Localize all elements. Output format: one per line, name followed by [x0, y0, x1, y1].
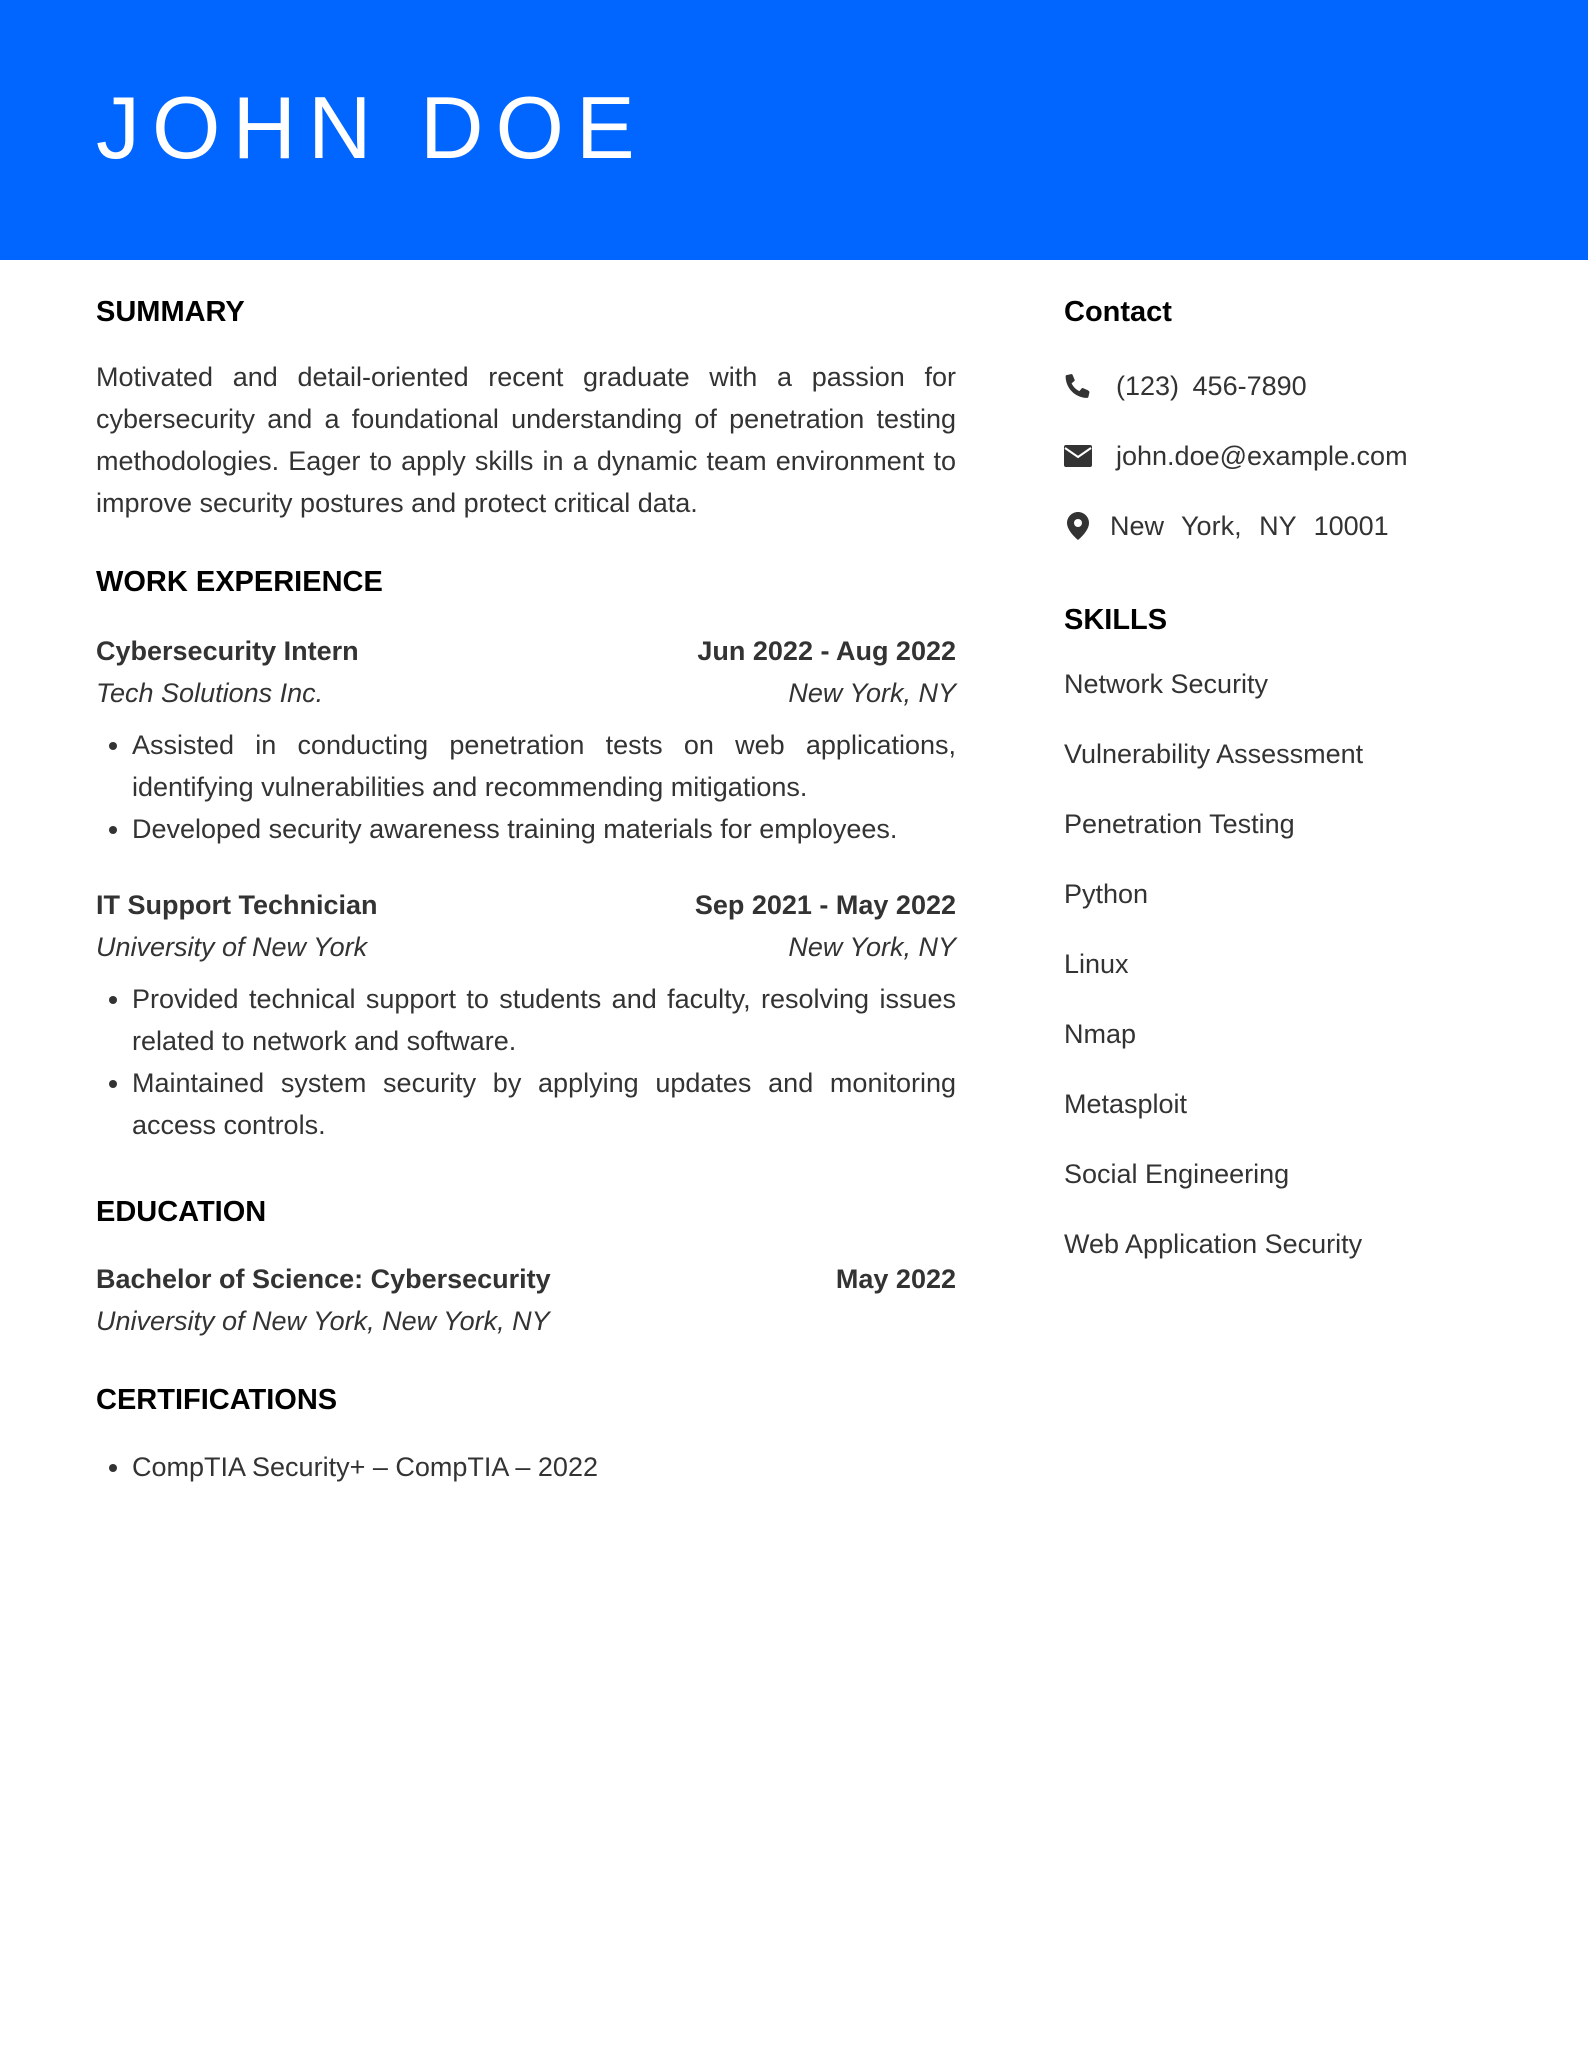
job-bullet: • Developed security awareness training materials for employees. — [132, 808, 956, 850]
skill-item: Social Engineering — [1064, 1159, 1290, 1189]
certifications-list — [96, 1446, 956, 1488]
job-dates: Jun 2022 - Aug 2022 — [697, 636, 956, 666]
skill-item: Network Security — [1064, 669, 1269, 699]
location-text: New York, NY 10001 — [1110, 511, 1389, 541]
job-bullets — [96, 724, 956, 850]
job-entry — [96, 630, 956, 850]
skills-section — [1064, 598, 1524, 1264]
contact-section — [1064, 290, 1524, 546]
job-location: New York, NY — [788, 932, 956, 962]
school-name: University of New York, New York, NY — [96, 1306, 550, 1336]
job-company: Tech Solutions Inc. — [96, 678, 324, 708]
skill-item: Penetration Testing — [1064, 809, 1295, 839]
phone-icon — [1064, 372, 1092, 400]
job-bullet: • Maintained system security by applying updates and monitoring access controls. — [132, 1062, 956, 1146]
skill-item: Metasploit — [1064, 1089, 1188, 1119]
job-title: IT Support Technician — [96, 890, 378, 920]
summary-text: Motivated and detail-oriented recent graduate with a passion for cybersecurity and a foundational understanding of penetration testing methodologies. Eager to apply skills in a dynamic team environment to improve security postures and protect critical data. — [96, 362, 956, 518]
job-bullet: • Provided technical support to students and faculty, resolving issues related to network and software. — [132, 978, 956, 1062]
job-dates: Sep 2021 - May 2022 — [694, 890, 956, 920]
certifications-heading: CERTIFICATIONS — [96, 1384, 338, 1416]
skill-item: Linux — [1064, 949, 1129, 979]
contact-heading: Contact — [1064, 296, 1172, 328]
skill-item: Nmap — [1064, 1019, 1137, 1049]
email-address: john.doe@example.com — [1116, 441, 1408, 471]
degree-title: Bachelor of Science: Cybersecurity — [96, 1264, 551, 1294]
summary-heading: SUMMARY — [96, 296, 245, 328]
job-bullet: • Assisted in conducting penetration tests on web applications, identifying vulnerabilities and recommending mitigations. — [132, 724, 956, 808]
skill-item: Python — [1064, 879, 1149, 909]
certification-item: • CompTIA Security+ – CompTIA – 2022 — [132, 1446, 956, 1488]
header-banner — [0, 0, 1588, 260]
skills-heading: SKILLS — [1064, 604, 1168, 636]
degree-date: May 2022 — [835, 1264, 956, 1294]
work-experience-section — [96, 560, 956, 1146]
job-title: Cybersecurity Intern — [96, 636, 359, 666]
summary-section — [96, 290, 956, 524]
map-marker-icon — [1064, 512, 1092, 540]
skills-list — [1064, 664, 1524, 1264]
sidebar-column — [1064, 290, 1524, 1294]
contact-email — [1064, 436, 1524, 476]
job-location: New York, NY — [788, 678, 956, 708]
job-bullets — [96, 978, 956, 1146]
work-experience-heading: WORK EXPERIENCE — [96, 566, 383, 598]
phone-number: (123) 456-7890 — [1116, 371, 1307, 401]
skill-item: Vulnerability Assessment — [1064, 739, 1364, 769]
job-entry — [96, 884, 956, 1146]
candidate-name: JOHN DOE — [96, 78, 647, 177]
job-company: University of New York — [96, 932, 368, 962]
skill-item: Web Application Security — [1064, 1229, 1363, 1259]
contact-phone — [1064, 366, 1524, 406]
envelope-icon — [1064, 442, 1092, 470]
contact-location — [1064, 506, 1524, 546]
education-section — [96, 1190, 956, 1342]
certifications-section — [96, 1378, 956, 1488]
education-heading: EDUCATION — [96, 1196, 267, 1228]
main-column — [96, 290, 956, 1488]
